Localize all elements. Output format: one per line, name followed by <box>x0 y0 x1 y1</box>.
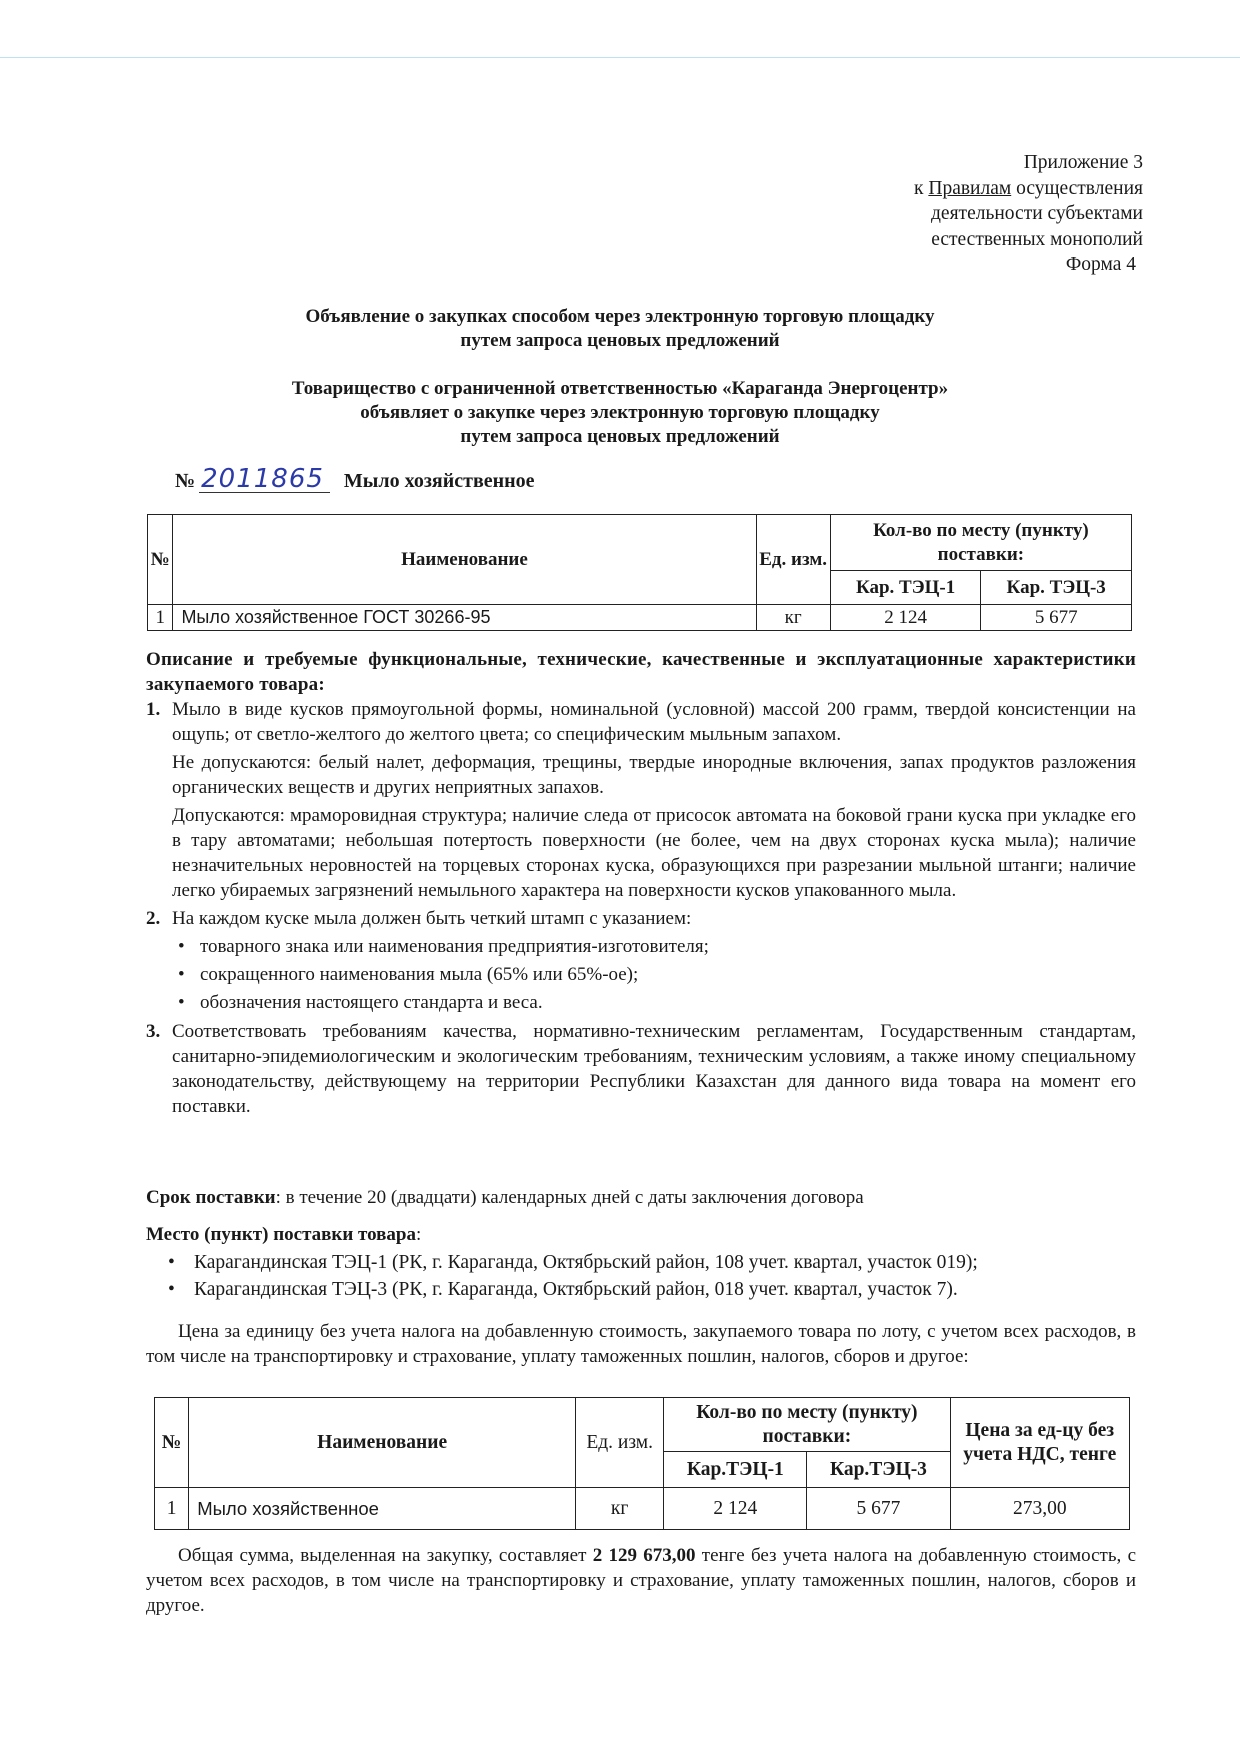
items-table <box>147 514 1132 631</box>
organizer-title <box>0 377 1240 449</box>
title-line: Товарищество с ограниченной ответственностью «Караганда Энергоцентр» <box>291 378 949 399</box>
announcement-title <box>0 305 1240 353</box>
total-text: тенге без учета налога на добавленную стоимость, с учетом всех расходов, в том числе на транспортировку и страхование, уплату таможенных пошлин, налогов, сборов и другое. <box>146 1545 1136 1616</box>
list-item <box>146 697 1136 903</box>
item-paragraph: Мыло в виде кусков прямоугольной формы, номинальной (условной) массой 200 грамм, твердой консистенции на ощупь; от светло-желтого до желтого цвета; со специфическим мыльным запахом. <box>172 699 1136 745</box>
cell-tec3: 5 677 <box>807 1488 950 1530</box>
col-header-tec1: Кар.ТЭЦ-1 <box>664 1452 807 1488</box>
cell-unit: кг <box>756 605 830 631</box>
requirements-list <box>146 697 1136 1122</box>
list-item <box>146 906 1136 1015</box>
cell-tec3: 5 677 <box>981 605 1132 631</box>
rules-link[interactable]: Правилам <box>928 177 1012 199</box>
form-label: Форма 4 <box>1065 254 1136 275</box>
stamp-bullets <box>172 934 1136 1015</box>
title-line: путем запроса ценовых предложений <box>460 330 780 351</box>
bullet-item: • обозначения настоящего стандарта и веса. <box>172 990 1136 1015</box>
total-amount: 2 129 673,00 <box>592 1545 696 1566</box>
col-header-tec1: Кар. ТЭЦ-1 <box>830 571 981 605</box>
title-line: Объявление о закупках способом через электронную торговую площадку <box>305 306 935 327</box>
delivery-place-heading <box>146 1222 1136 1247</box>
delivery-places-list <box>168 1249 978 1303</box>
appendix-line: деятельности субъектами <box>931 203 1143 224</box>
list-item <box>146 1019 1136 1119</box>
col-header-num: № <box>148 515 173 605</box>
item-paragraph: Допускаются: мраморовидная структура; наличие следа от присосок автомата на боковой грани куска при укладке его в тару автоматами; небольшая потертость поверхности (не более, чем на двух сторонах куска мыла); наличие незначительных неровностей на торцевых сторонах куска, образующихся при разрезании мыльной штанги; наличие легко убираемых загрязнений немыльного характера на поверхности кусков упакованного мыла. <box>172 805 1136 901</box>
cell-num: 1 <box>148 605 173 631</box>
col-header-price: Цена за ед-цу без учета НДС, тенге <box>950 1398 1130 1488</box>
item-number: 3. <box>146 1021 161 1042</box>
cell-name: Мыло хозяйственное ГОСТ 30266-95 <box>173 605 756 631</box>
delivery-label: Срок поставки <box>146 1187 276 1208</box>
cell-tec1: 2 124 <box>830 605 981 631</box>
appendix-line: Приложение 3 <box>1023 152 1143 173</box>
col-header-qty-group: Кол-во по месту (пункту) поставки: <box>830 515 1131 571</box>
place-colon: : <box>415 1224 422 1245</box>
bullet-item: • товарного знака или наименования предприятия-изготовителя; <box>172 934 1136 959</box>
col-header-num: № <box>155 1398 189 1488</box>
appendix-line: естественных монополий <box>931 228 1143 250</box>
number-sign: № <box>175 470 196 492</box>
item-number: 2. <box>146 908 161 929</box>
total-paragraph <box>146 1543 1136 1618</box>
table-row <box>155 1488 1130 1530</box>
appendix-text: осуществления <box>1011 177 1143 199</box>
col-header-qty-group: Кол-во по месту (пункту) поставки: <box>664 1398 950 1452</box>
price-table <box>154 1397 1130 1530</box>
col-header-tec3: Кар.ТЭЦ-3 <box>807 1452 950 1488</box>
total-text: Общая сумма, выделенная на закупку, составляет <box>178 1545 593 1566</box>
item-paragraph: Не допускаются: белый налет, деформация, трещины, твердые инородные включения, запах продуктов разложения органических веществ и других неприятных запахов. <box>172 752 1136 798</box>
title-line: путем запроса ценовых предложений <box>460 426 780 447</box>
description-heading: Описание и требуемые функциональные, технические, качественные и эксплуатационные характеристики закупаемого товара: <box>146 649 1136 695</box>
handwritten-lot-number: 2011865 <box>199 466 330 493</box>
cell-name: Мыло хозяйственное <box>189 1488 576 1530</box>
delivery-text: : в течение 20 (двадцати) календарных дней с даты заключения договора <box>275 1187 864 1208</box>
item-number: 1. <box>146 699 161 720</box>
col-header-unit: Ед. изм. <box>756 515 830 605</box>
place-item: • Карагандинская ТЭЦ-3 (РК, г. Караганда, Октябрьский район, 018 учет. квартал, участок 7). <box>168 1276 978 1303</box>
table-row <box>148 605 1132 631</box>
col-header-name: Наименование <box>189 1398 576 1488</box>
appendix-header <box>914 150 1143 278</box>
delivery-term <box>146 1185 1136 1210</box>
cell-unit: кг <box>576 1488 664 1530</box>
place-item: • Карагандинская ТЭЦ-1 (РК, г. Караганда, Октябрьский район, 108 учет. квартал, участок 019); <box>168 1249 978 1276</box>
lot-number-line <box>175 466 535 493</box>
cell-num: 1 <box>155 1488 189 1530</box>
appendix-text: к <box>914 177 929 199</box>
col-header-tec3: Кар. ТЭЦ-3 <box>981 571 1132 605</box>
place-label: Место (пункт) поставки товара <box>146 1224 416 1245</box>
item-paragraph: На каждом куске мыла должен быть четкий штамп с указанием: <box>172 908 692 929</box>
cell-tec1: 2 124 <box>664 1488 807 1530</box>
bullet-item: • сокращенного наименования мыла (65% или 65%-ое); <box>172 962 1136 987</box>
appendix-line <box>914 176 1143 202</box>
item-paragraph: Соответствовать требованиям качества, нормативно-техническим регламентам, Государственным стандартам, санитарно-эпидемиологическим и экологическим требованиям, техническим условиям, а также иному специальному законодательству, действующему на территории Республики Казахстан для данного вида товара на момент его поставки. <box>172 1021 1136 1117</box>
col-header-unit: Ед. изм. <box>576 1398 664 1488</box>
lot-name: Мыло хозяйственное <box>343 470 535 492</box>
col-header-name: Наименование <box>173 515 756 605</box>
price-paragraph: Цена за единицу без учета налога на добавленную стоимость, закупаемого товара по лоту, с учетом всех расходов, в том числе на транспортировку и страхование, уплату таможенных пошлин, налогов, сборов и другое: <box>146 1321 1136 1367</box>
cell-price: 273,00 <box>950 1488 1130 1530</box>
title-line: объявляет о закупке через электронную торговую площадку <box>360 402 880 423</box>
